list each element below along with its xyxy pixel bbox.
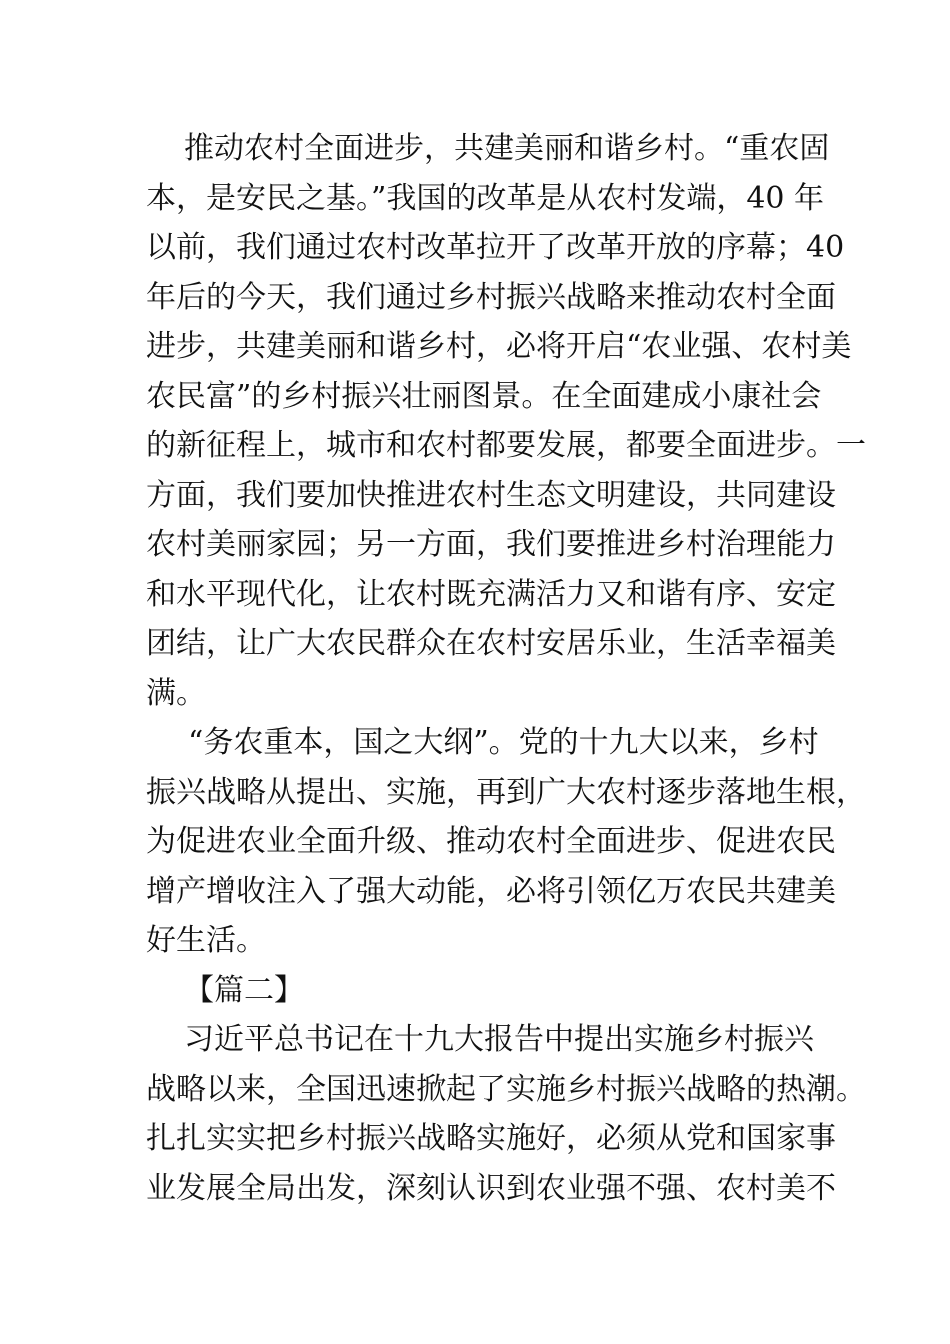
text-line: 振兴战略从提出、实施，再到广大农村逐步落地生根， bbox=[146, 774, 866, 810]
text-line: 的新征程上，城市和农村都要发展，都要全面进步。一 bbox=[146, 428, 866, 463]
text-line: 增产增收注入了强大动能，必将引领亿万农民共建美 bbox=[146, 873, 836, 909]
text-line: 战略以来，全国迅速掀起了实施乡村振兴战略的热潮。 bbox=[146, 1071, 866, 1107]
document-body bbox=[146, 124, 866, 1213]
text-line: “务农重本，国之大纲”。党的十九大以来，乡村 bbox=[188, 725, 819, 760]
text-line: 和水平现代化，让农村既充满活力又和谐有序、安定 bbox=[146, 576, 836, 612]
text-line: 习近平总书记在十九大报告中提出实施乡村振兴 bbox=[184, 1022, 814, 1057]
section-title: 【篇二】 bbox=[184, 972, 304, 1008]
paragraph-3 bbox=[146, 1015, 866, 1213]
text-line: 扎扎实实把乡村振兴战略实施好，必须从党和国家事 bbox=[146, 1121, 836, 1156]
text-line: 团结，让广大农民群众在农村安居乐业，生活幸福美 bbox=[146, 626, 836, 661]
paragraph-2 bbox=[146, 718, 866, 966]
text-line: 进步，共建美丽和谐乡村，必将开启“农业强、农村美 bbox=[146, 329, 852, 364]
text-line: 以前，我们通过农村改革拉开了改革开放的序幕；40 bbox=[146, 230, 845, 265]
paragraph-1 bbox=[146, 124, 866, 718]
section-heading bbox=[146, 966, 826, 1016]
text-line: 本，是安民之基。”我国的改革是从农村发端，40 年 bbox=[146, 180, 825, 216]
text-line: 业发展全局出发，深刻认识到农业强不强、农村美不 bbox=[146, 1170, 836, 1206]
text-line: 方面，我们要加快推进农村生态文明建设，共同建设 bbox=[146, 477, 836, 513]
text-line: 农民富”的乡村振兴壮丽图景。在全面建成小康社会 bbox=[146, 378, 822, 414]
text-line: 农村美丽家园；另一方面，我们要推进乡村治理能力 bbox=[146, 527, 836, 562]
text-line: 为促进农业全面升级、推动农村全面进步、促进农民 bbox=[146, 824, 836, 859]
text-line: 年后的今天，我们通过乡村振兴战略来推动农村全面 bbox=[146, 279, 836, 315]
text-line: 满。 bbox=[146, 675, 206, 711]
text-line: 好生活。 bbox=[146, 923, 266, 958]
text-line: 推动农村全面进步，共建美丽和谐乡村。“重农固 bbox=[184, 131, 830, 166]
